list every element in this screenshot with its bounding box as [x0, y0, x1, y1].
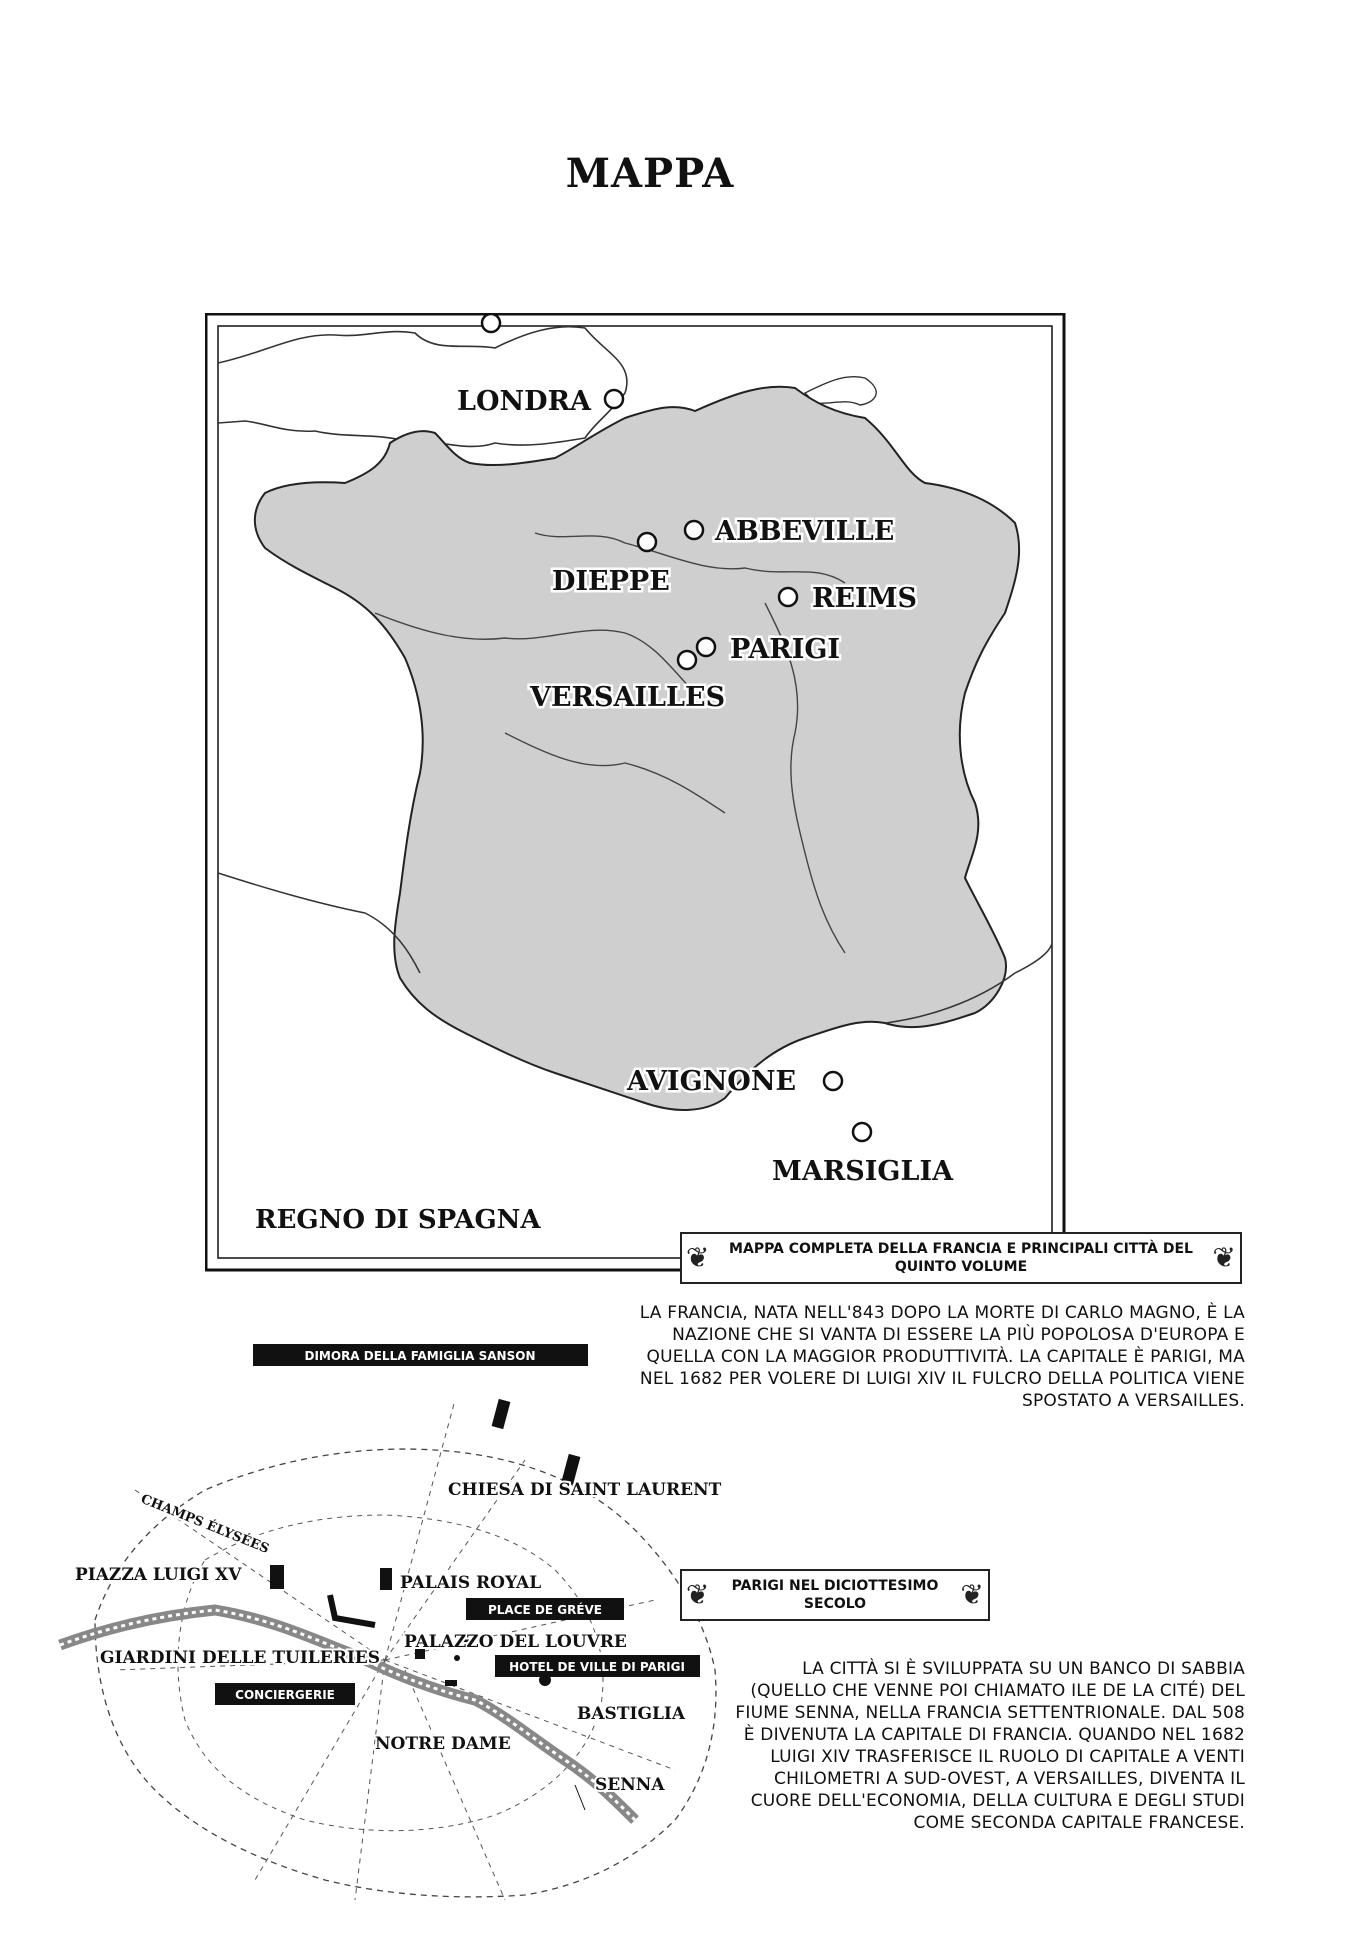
label-dieppe: DIEPPE: [552, 566, 670, 597]
label-parigi: PARIGI: [730, 634, 841, 665]
label-piazza: PIAZZA LUIGI XV: [75, 1565, 242, 1585]
label-tuileries: GIARDINI DELLE TUILERIES: [100, 1648, 381, 1668]
label-reims: REIMS: [812, 583, 918, 614]
page-title: MAPPA: [565, 150, 735, 197]
label-greve: PLACE DE GRÉVE: [487, 1603, 603, 1617]
ornament-left-icon: ❦: [686, 1578, 710, 1611]
label-abbeville: ABBEVILLE: [715, 516, 895, 547]
label-notre-dame: NOTRE DAME: [375, 1734, 511, 1754]
label-senna: SENNA: [595, 1775, 665, 1795]
label-bastiglia: BASTIGLIA: [577, 1704, 686, 1724]
label-dimora: DIMORA DELLA FAMIGLIA SANSON: [304, 1349, 536, 1363]
ornament-left-icon: ❦: [686, 1241, 710, 1274]
ornament-right-icon: ❦: [1212, 1241, 1236, 1274]
label-hotel: HOTEL DE VILLE DI PARIGI: [509, 1660, 685, 1674]
label-marsiglia: MARSIGLIA: [772, 1156, 954, 1187]
paris-map-caption: [680, 1569, 990, 1621]
paris-caption-text: PARIGI NEL DICIOTTESIMO SECOLO: [731, 1578, 939, 1612]
france-caption-text: MAPPA COMPLETA DELLA FRANCIA E PRINCIPALI CITTÀ DEL QUINTO VOLUME: [729, 1241, 1193, 1275]
france-description: LA FRANCIA, NATA NELL'843 DOPO LA MORTE DI CARLO MAGNO, È LA NAZIONE CHE SI VANTA DI ESSERE LA PIÙ POPOLOSA D'EUROPA E QUELLA CON LA MAGGIOR PRODUTTIVITÀ. LA CAPITALE È PARIGI, MA NEL 1682 PER VOLERE DI LUIGI XIV IL FULCRO DELLA POLITICA VIENE SPOSTATO A VERSAILLES.: [639, 1303, 1245, 1411]
label-champs: CHAMPS ÉLYSÉES: [138, 1491, 272, 1557]
label-conciergerie: CONCIERGERIE: [235, 1688, 335, 1702]
label-versailles: VERSAILLES: [530, 682, 726, 713]
label-chiesa: CHIESA DI SAINT LAURENT: [448, 1480, 722, 1500]
label-londra: LONDRA: [457, 386, 591, 417]
paris-description: LA CITTÀ SI È SVILUPPATA SU UN BANCO DI SABBIA (QUELLO CHE VENNE POI CHIAMATO ILE DE LA CITÉ) DEL FIUME SENNA, NELLA FRANCIA SETTENTRIONALE. DAL 508 È DIVENUTA LA CAPITALE DI FRANCIA. QUANDO NEL 1682 LUIGI XIV TRASFERISCE IL RUOLO DI CAPITALE A VENTI CHILOMETRI A SUD-OVEST, A VERSAILLES, DIVENTA IL CUORE DELL'ECONOMIA, DELLA CULTURA E DEGLI STUDI COME SECONDA CAPITALE FRANCESE.: [735, 1659, 1245, 1833]
ornament-right-icon: ❦: [960, 1578, 984, 1611]
label-palais: PALAIS ROYAL: [400, 1573, 542, 1593]
label-avignone: AVIGNONE: [627, 1066, 797, 1097]
label-regno-di-spagna: REGNO DI SPAGNA: [255, 1205, 541, 1235]
label-louvre: PALAZZO DEL LOUVRE: [404, 1632, 627, 1652]
